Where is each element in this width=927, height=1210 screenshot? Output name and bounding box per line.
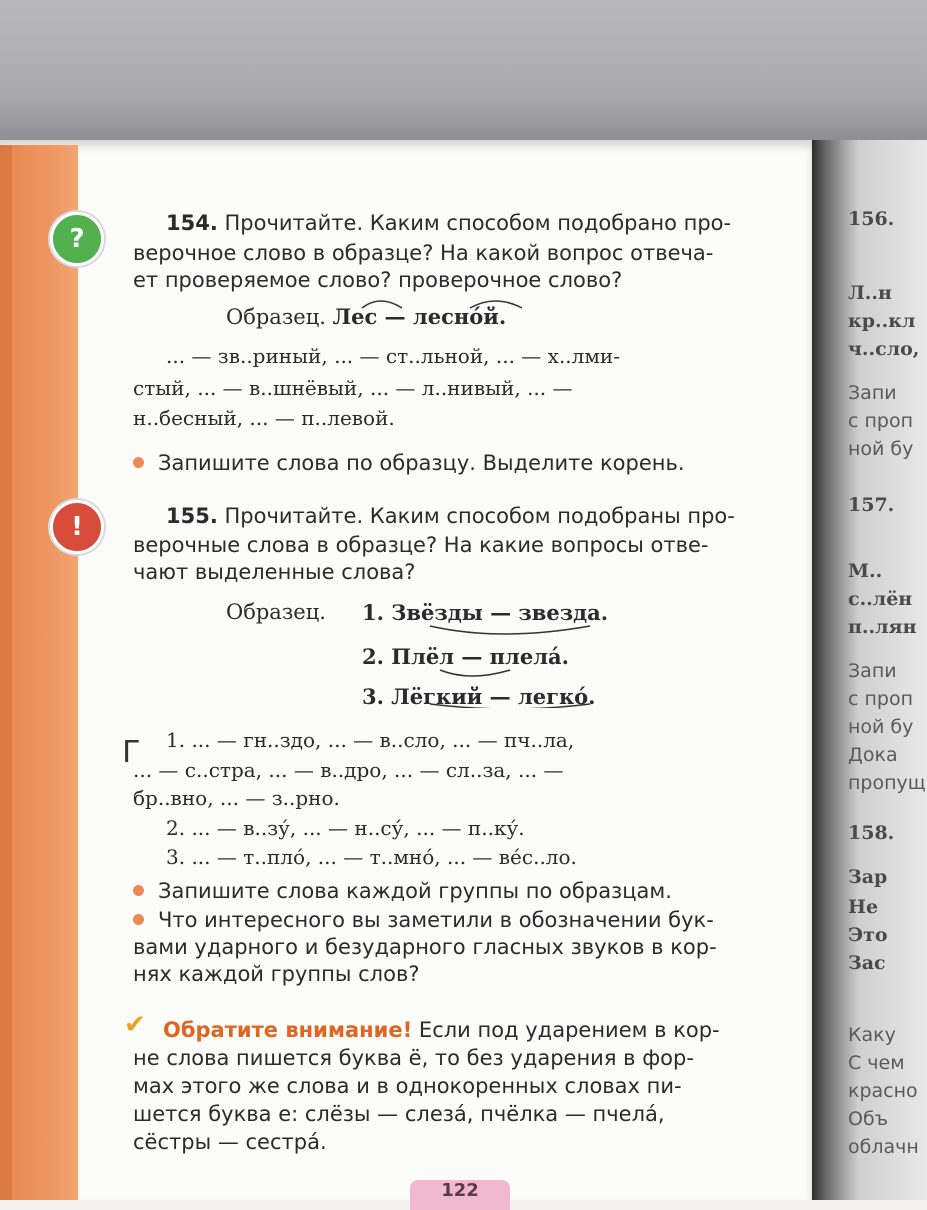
right-page-text: С чем <box>848 1052 905 1074</box>
right-page-text: 157. <box>848 494 895 516</box>
exercise-155-line1 <box>166 503 735 530</box>
page-margin-band <box>0 145 78 1200</box>
right-page-text: ной бу <box>848 716 914 738</box>
right-page-text: ной бу <box>848 438 914 460</box>
task-text: Запишите слова каждой группы по образцам. <box>158 879 672 903</box>
sample-label: Образец. <box>226 305 326 329</box>
right-page-text: красно <box>848 1080 918 1102</box>
question-badge-icon: ? <box>50 212 104 266</box>
exercise-154-line3: ет проверяемое слово? проверочное слово? <box>133 268 623 292</box>
exercise-number: 155. <box>166 504 218 528</box>
sample-words: Лес — лесно́й. <box>332 304 507 329</box>
exercise-155-group1-line1: 1. ... — гн..здо, ... — в..сло, ... — пч..ла, <box>166 728 575 752</box>
checkmark-icon: ✔ <box>124 1010 146 1040</box>
exercise-155-task2-line2: вами ударного и безударного гласных звуков в кор- <box>133 935 717 959</box>
right-page-text: пропущ <box>848 772 926 794</box>
right-page-text: Зар <box>848 866 888 888</box>
exercise-155-sample-3: 3. Лёгкий — легко́. <box>362 684 596 709</box>
exercise-155-sample-label: Образец. <box>226 600 326 624</box>
note-line4: шется буква е: слёзы — слеза́, пчёлка — пчела́, <box>133 1102 665 1126</box>
scan-background <box>0 0 927 140</box>
right-page-text: Запи <box>848 660 897 682</box>
exercise-155-sample-2: 2. Плёл — плела́. <box>362 644 569 669</box>
note-text: Если под ударением в кор- <box>418 1018 720 1042</box>
exercise-155-line3: чают выделенные слова? <box>133 560 416 584</box>
instruction-text: Прочитайте. Каким способом подобраны про- <box>224 504 735 528</box>
page-number: 122 <box>410 1180 510 1210</box>
right-page-text: Запи <box>848 382 897 404</box>
exercise-154-line2: верочное слово в образце? На какой вопрос отвеча- <box>133 241 714 265</box>
root-arcs <box>360 294 580 314</box>
exercise-155-group1-line3: бр..вно, ... — з..рно. <box>133 786 340 810</box>
exercise-155-task1 <box>133 878 672 905</box>
exercise-155-task2-line1 <box>133 907 714 934</box>
right-page-text: Объ <box>848 1108 889 1130</box>
note-line3: мах этого же слова и в однокоренных словах пи- <box>133 1074 682 1098</box>
right-page-text: Л..н <box>848 282 892 304</box>
exercise-154-line1 <box>166 210 731 237</box>
task-text: Что интересного вы заметили в обозначении бук- <box>158 908 714 932</box>
right-page-text: кр..кл <box>848 310 916 332</box>
note-line5: сёстры — сестра́. <box>133 1130 327 1154</box>
note-line2: не слова пишется буква ё, то без ударения в фор- <box>133 1046 694 1070</box>
exercise-154-words-line1: ... — зв..риный, ... — ст..льной, ... — х..лми- <box>166 344 621 368</box>
exercise-154-words-line3: н..бесный, ... — п..левой. <box>133 406 395 430</box>
exercise-155-group1-line2: ... — с..стра, ... — в..дро, ... — сл..за, ... — <box>133 758 564 782</box>
right-page-text: с проп <box>848 410 914 432</box>
exercise-155-group2: 2. ... — в..зу́, ... — н..су́, ... — п..ку́. <box>166 816 525 840</box>
right-page-text: с проп <box>848 688 914 710</box>
exclamation-badge-icon: ! <box>50 500 104 554</box>
pencil-mark: Г <box>122 735 141 770</box>
right-page-text: Каку <box>848 1024 896 1046</box>
right-page-text: Это <box>848 924 888 946</box>
exercise-155-group3: 3. ... — т..пло́, ... — т..мно́, ... — ве́с..ло. <box>166 845 577 869</box>
note-line1 <box>163 1017 720 1044</box>
bullet-icon <box>133 885 144 896</box>
exercise-154-words-line2: стый, ... — в..шнёвый, ... — л..нивый, ... — <box>133 376 573 400</box>
bullet-icon <box>133 457 144 468</box>
bullet-icon <box>133 914 144 925</box>
exercise-155-sample-1: 1. Звёзды — звезда. <box>362 600 609 625</box>
task-text: Запишите слова по образцу. Выделите корень. <box>158 451 685 475</box>
right-page-text: облачн <box>848 1136 919 1158</box>
right-page-text: Дока <box>848 744 898 766</box>
right-page-text: М.. <box>848 560 883 582</box>
right-page-text: 158. <box>848 822 895 844</box>
right-page-text: ч..сло, <box>848 338 920 360</box>
right-page-text: с..лён <box>848 588 913 610</box>
right-page-text: Зас <box>848 952 886 974</box>
right-page-text: Не <box>848 896 879 918</box>
exercise-155-task2-line3: нях каждой группы слов? <box>133 962 420 986</box>
instruction-text: Прочитайте. Каким способом подобрано про- <box>224 211 732 235</box>
root-arcs <box>400 618 640 708</box>
exercise-155-line2: верочные слова в образце? На какие вопросы отве- <box>133 533 709 557</box>
right-page-text: п..лян <box>848 616 917 638</box>
exercise-number: 154. <box>166 211 218 235</box>
note-title: Обратите внимание! <box>163 1018 413 1042</box>
exercise-154-task <box>133 450 685 477</box>
right-page-text: 156. <box>848 208 895 230</box>
